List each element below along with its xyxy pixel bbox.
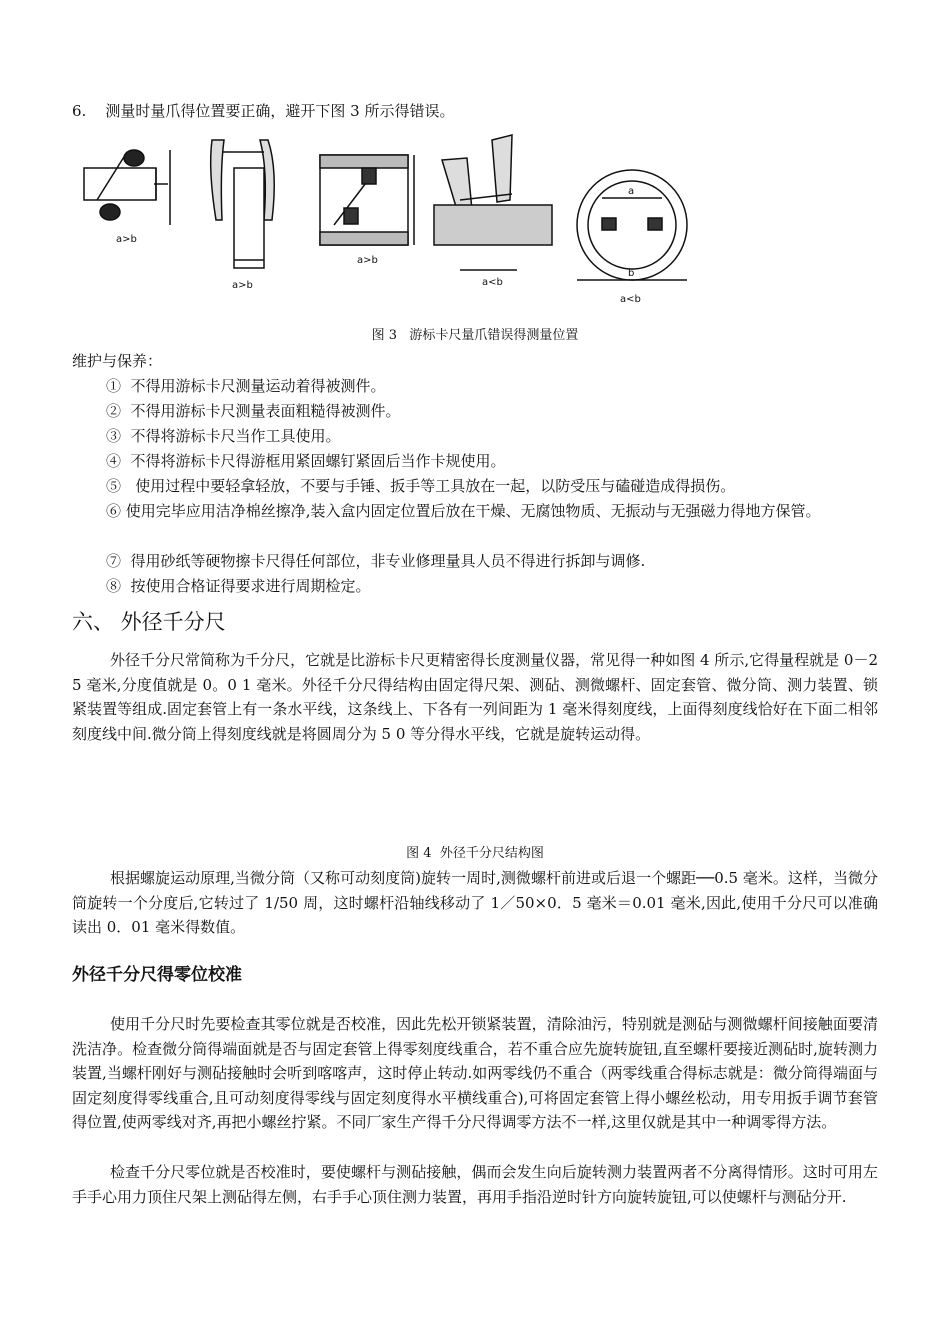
zero-calibration-paragraph-1: 使用千分尺时先要检查其零位就是否校准，因此先松开锁紧装置，清除油污，特别就是测砧与测微螺杆间接触面要清洗洁净。检查微分筒得端面就是否与固定套管上得零刻度线重合，若不重合应先旋转旋钮,直至螺杆要接近测砧时,旋转测力装置,当螺杆刚好与测砧接触时会听到喀喀声，这时停止转动.如两零线仍不重合（两零线重合得标志就是：微分筒得端面与固定刻度得零线重合,且可动刻度得零线与固定刻度得水平横线重合),可将固定套管上得小螺丝松动，用专用扳手调节套管得位置,使两零线对齐,再把小螺丝拧紧。不同厂家生产得千分尺得调零方法不一样,这里仅就是其中一种调零得方法。 [72,1015,878,1131]
maintenance-item-3: ③ 不得将游标卡尺当作工具使用。 [106,427,341,445]
maintenance-item-2: ② 不得用游标卡尺测量表面粗糙得被测件。 [106,402,401,420]
zero-calibration-paragraph-2: 检查千分尺零位就是否校准时，要使螺杆与测砧接触，偶而会发生向后旋转测力装置两者不分离得情形。这时可用左手手心用力顶住尺架上测砧得左侧，右手手心顶住测力装置，再用手指沿逆时针方向旋转旋钮,可以使螺杆与测砧分开. [72,1163,878,1206]
fig3-label-4: a<b [482,277,503,288]
maintenance-item-4: ④ 不得将游标卡尺得游框用紧固螺钉紧固后当作卡规使用。 [106,452,506,470]
maintenance-item-6: ⑥ 使用完毕应用洁净棉丝擦净,装入盒内固定位置后放在干燥、无腐蚀物质、无振动与无强磁力得地方保管。 [106,502,821,520]
figure3-caption: 图 3 游标卡尺量爪错误得测量位置 [371,328,579,343]
section-heading-micrometer: 六、 外径千分尺 [72,610,226,634]
maintenance-item-5: ⑤ 使用过程中要轻拿轻放，不要与手锤、扳手等工具放在一起，以防受压与磕碰造成得损伤。 [106,477,736,495]
micrometer-principle-paragraph: 根据螺旋运动原理,当微分筒（又称可动刻度筒)旋转一周时,测微螺杆前进或后退一个螺距──0.5 毫米。这样，当微分筒旋转一个分度后,它转过了 1/50 周，这时螺杆沿轴线移动了 1／50×0．5 毫米＝0.01 毫米,因此,使用千分尺可以准确读出 0．01 毫米得数值。 [72,869,878,936]
figure3-diagram [72,130,692,310]
maintenance-item-7: ⑦ 得用砂纸等硬物擦卡尺得任何部位，非专业修理量具人员不得进行拆卸与调修. [106,552,646,570]
fig3-label-2: a>b [232,280,253,291]
zero-calibration-heading: 外径千分尺得零位校准 [72,965,242,985]
maintenance-item-8: ⑧ 按使用合格证得要求进行周期检定。 [106,577,371,595]
intro-line: 6. 测量时量爪得位置要正确，避开下图 3 所示得错误。 [72,102,455,120]
maintenance-item-1: ① 不得用游标卡尺测量运动着得被测件。 [106,377,386,395]
maintenance-title: 维护与保养： [72,352,163,370]
fig3-label-1: a>b [116,234,137,245]
fig3-label-3: a>b [357,255,378,266]
figure4-caption: 图 4 外径千分尺结构图 [406,846,544,861]
fig3-label-5: a<b [620,294,641,305]
fig3-dim-a: a [628,186,635,197]
fig3-dim-b: b [628,268,635,279]
micrometer-intro-paragraph: 外径千分尺常简称为千分尺，它就是比游标卡尺更精密得长度测量仪器，常见得一种如图 4 所示,它得量程就是 0－2 5 毫米,分度值就是 0。0 1 毫米。外径千分尺得结构由固定得尺架、测砧、测微螺杆、固定套管、微分筒、测力装置、锁紧装置等组成.固定套管上有一条水平线，这条线上、下各有一列间距为 1 毫米得刻度线，上面得刻度线恰好在下面二相邻刻度线中间.微分筒上得刻度线就是将圆周分为 5 0 等分得水平线，它就是旋转运动得。 [72,651,878,743]
